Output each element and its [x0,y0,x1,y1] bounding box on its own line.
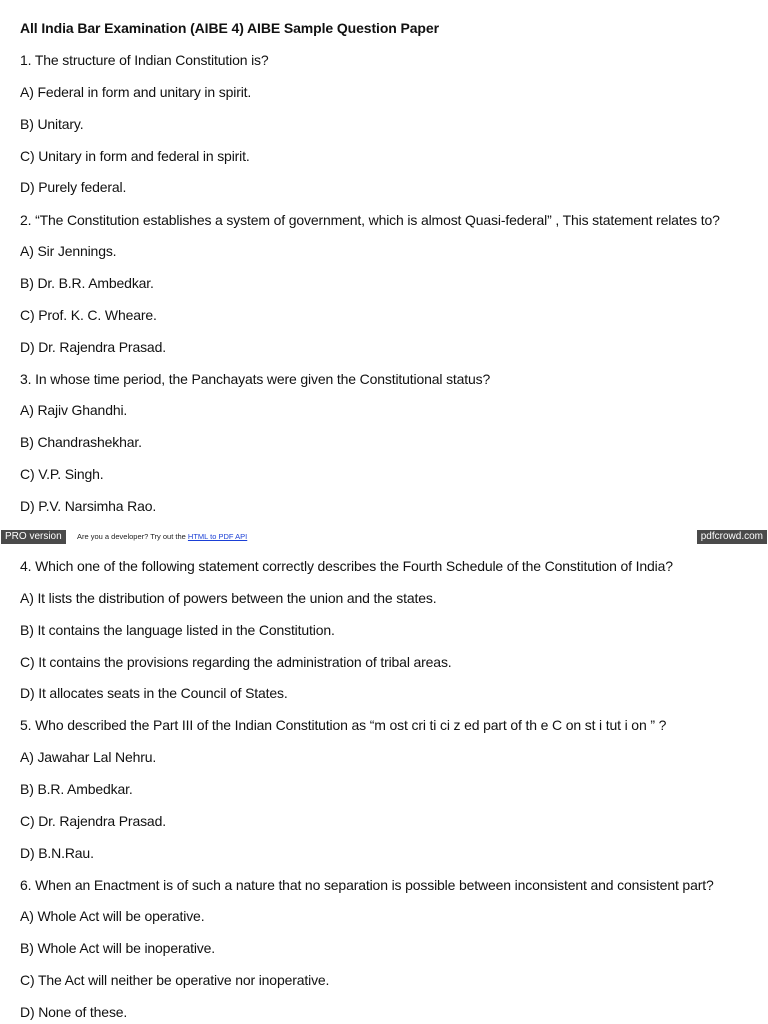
q4-option-d: D) It allocates seats in the Council of States. [20,685,288,701]
developer-prompt [77,530,247,544]
question-1: 1. The structure of Indian Constitution is? [20,52,269,68]
q6-option-c: C) The Act will neither be operative nor inoperative. [20,972,330,988]
q3-option-c: C) V.P. Singh. [20,466,104,482]
page-title: All India Bar Examination (AIBE 4) AIBE Sample Question Paper [20,20,439,36]
q4-option-b: B) It contains the language listed in the Constitution. [20,622,335,638]
q5-option-a: A) Jawahar Lal Nehru. [20,749,157,765]
q6-option-b: B) Whole Act will be inoperative. [20,940,216,956]
question-6: 6. When an Enactment is of such a nature that no separation is possible between inconsistent and consistent part? [20,877,714,893]
question-4: 4. Which one of the following statement correctly describes the Fourth Schedule of the Constitution of India? [20,558,673,574]
html-to-pdf-api-link[interactable]: HTML to PDF API [187,532,248,541]
q2-option-d: D) Dr. Rajendra Prasad. [20,339,166,355]
pdfcrowd-banner [0,530,768,544]
q1-option-d: D) Purely federal. [20,179,127,195]
pdfcrowd-site-badge[interactable]: pdfcrowd.com [697,530,767,544]
q5-option-d: D) B.N.Rau. [20,845,94,861]
question-2: 2. “The Constitution establishes a system of government, which is almost Quasi-federal” , This statement relates to? [20,212,720,228]
q4-option-c: C) It contains the provisions regarding the administration of tribal areas. [20,654,452,670]
q3-option-a: A) Rajiv Ghandhi. [20,402,128,418]
q4-option-a: A) It lists the distribution of powers between the union and the states. [20,590,437,606]
q3-option-d: D) P.V. Narsimha Rao. [20,498,157,514]
question-5: 5. Who described the Part III of the Indian Constitution as “m ost cri ti ci z ed part of th e C on st i tut i on ” ? [20,717,667,733]
q1-option-b: B) Unitary. [20,116,84,132]
q2-option-c: C) Prof. K. C. Wheare. [20,307,157,323]
q2-option-b: B) Dr. B.R. Ambedkar. [20,275,154,291]
q1-option-c: C) Unitary in form and federal in spirit. [20,148,250,164]
q1-option-a: A) Federal in form and unitary in spirit. [20,84,252,100]
q2-option-a: A) Sir Jennings. [20,243,117,259]
q3-option-b: B) Chandrashekhar. [20,434,142,450]
pro-version-badge: PRO version [1,530,66,544]
q6-option-a: A) Whole Act will be operative. [20,908,205,924]
q6-option-d: D) None of these. [20,1004,128,1020]
question-3: 3. In whose time period, the Panchayats were given the Constitutional status? [20,371,491,387]
developer-prompt-text: Are you a developer? Try out the [77,532,186,541]
q5-option-b: B) B.R. Ambedkar. [20,781,133,797]
q5-option-c: C) Dr. Rajendra Prasad. [20,813,166,829]
